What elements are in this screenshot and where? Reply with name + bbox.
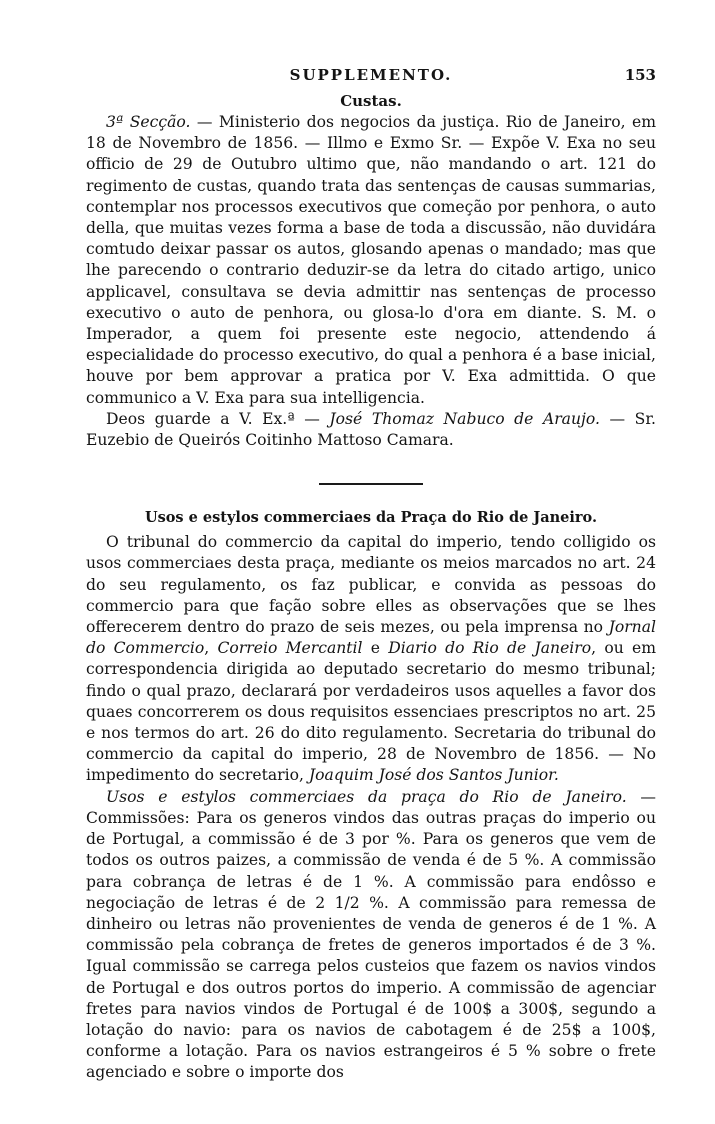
page-header (86, 64, 656, 88)
signatory-name: José Thomaz Nabuco de Araujo. (329, 409, 600, 428)
custas-body: — Ministerio dos negocios da justiça. Rio de Janeiro, em 18 de Novembro de 1856. — Illmo e Exmo Sr. — Expõe V. Exa no seu officio de 29 de Outubro ultimo que, não mandando o art. 121 do regimento de custas, quando trata das sentenças de causas summarias, contemplar nos processos executivos que começão por penhora, o auto della, que muitas vezes forma a base de toda a discussão, não duvidára comtudo deixar passar os autos, glosando apenas o mandado; mas que lhe parecendo o contrario deduzir-se da letra do citado artigo, unico applicavel, consultava se devia admittir nas sentenças de processo executivo o auto de penhora, ou glosa-lo d'ora em diante. S. M. o Imperador, a quem foi presente este negocio, attendendo á especialidade do processo executivo, do qual a penhora é a base inicial, houve por bem approvar a pratica por V. Exa admittida. O que communico a V. Exa para sua intelligencia. (86, 113, 656, 407)
usos-p1-b: , ou em correspondencia dirigida ao deputado secretario do mesmo tribunal; findo o qual prazo, declarará por verdadeiros usos aquelles a favor dos quaes concorrerem os dous requisitos essenciaes prescriptos no art. 25 e nos termos do art. 26 do dito regulamento. Secretaria do tribunal do commercio da capital do imperio, 28 de Novembro de 1856. — No impedimento do secretario, (86, 639, 656, 785)
document-page (86, 64, 656, 1084)
usos-p1-sep: , (204, 639, 218, 658)
usos-signatory: Joaquim José dos Santos Junior. (308, 766, 559, 785)
usos-paragraph-2 (86, 787, 656, 1084)
secao-label: 3ª Secção. (106, 113, 191, 131)
addressee: — Sr. Euzebio de Queirós Coitinho Mattoso Camara. (86, 409, 657, 450)
usos-paragraph-1 (86, 532, 656, 786)
greeting: Deos guarde a V. Ex.ª — (106, 409, 330, 428)
usos-p1-a: O tribunal do commercio da capital do imperio, tendo colligido os usos commerciaes desta praça, mediante os meios marcados no art. 24 do seu regulamento, os faz publicar, e convida as pessoas do commercio para que fação sobre elles as observações que se lhes offerecerem dentro do prazo de seis mezes, ou pela imprensa no (86, 533, 656, 637)
custas-signature (86, 409, 656, 451)
usos-p2-title: Usos e estylos commerciaes da praça do Rio de Janeiro. (106, 787, 627, 806)
jornal-title: Jornal do Commercio (86, 618, 656, 658)
correio-title: Correio Mercantil (217, 639, 363, 658)
section-title-custas: Custas. (340, 92, 402, 110)
page-number: 153 (624, 66, 656, 84)
custas-paragraph (86, 112, 656, 409)
usos-p2-body: — Commissões: Para os generos vindos das outras praças do imperio ou de Portugal, a commissão é de 3 por %. Para os generos que vem de todos os outros paizes, a commissão de venda é de 5 %. A commissão para cobrança de letras é de 1 %. A commissão para endôsso e negociação de letras é de 2 1/2 %. A commissão para remessa de dinheiro ou letras não provenientes de venda de generos é de 1 %. A commissão pela cobrança de fretes de generos importados é de 3 %. Igual commissão se carrega pelos custeios que fazem os navios vindos de Portugal e dos outros portos do imperio. A commissão de agenciar fretes para navios vindos de Portugal é de 100$ a 300$, segundo a lotação do navio: para os navios de cabotagem é de 25$ a 100$, conforme a lotação. Para os navios estrangeiros é 5 % sobre o frete agenciado e sobre o importe dos (86, 787, 656, 1082)
running-title: SUPPLEMENTO. (289, 66, 453, 84)
section-divider (319, 483, 423, 485)
section-title-usos: Usos e estylos commerciaes da Praça do Rio de Janeiro. (144, 509, 598, 527)
diario-title: Diario do Rio de Janeiro (388, 639, 592, 658)
usos-p1-e: e (362, 639, 389, 658)
